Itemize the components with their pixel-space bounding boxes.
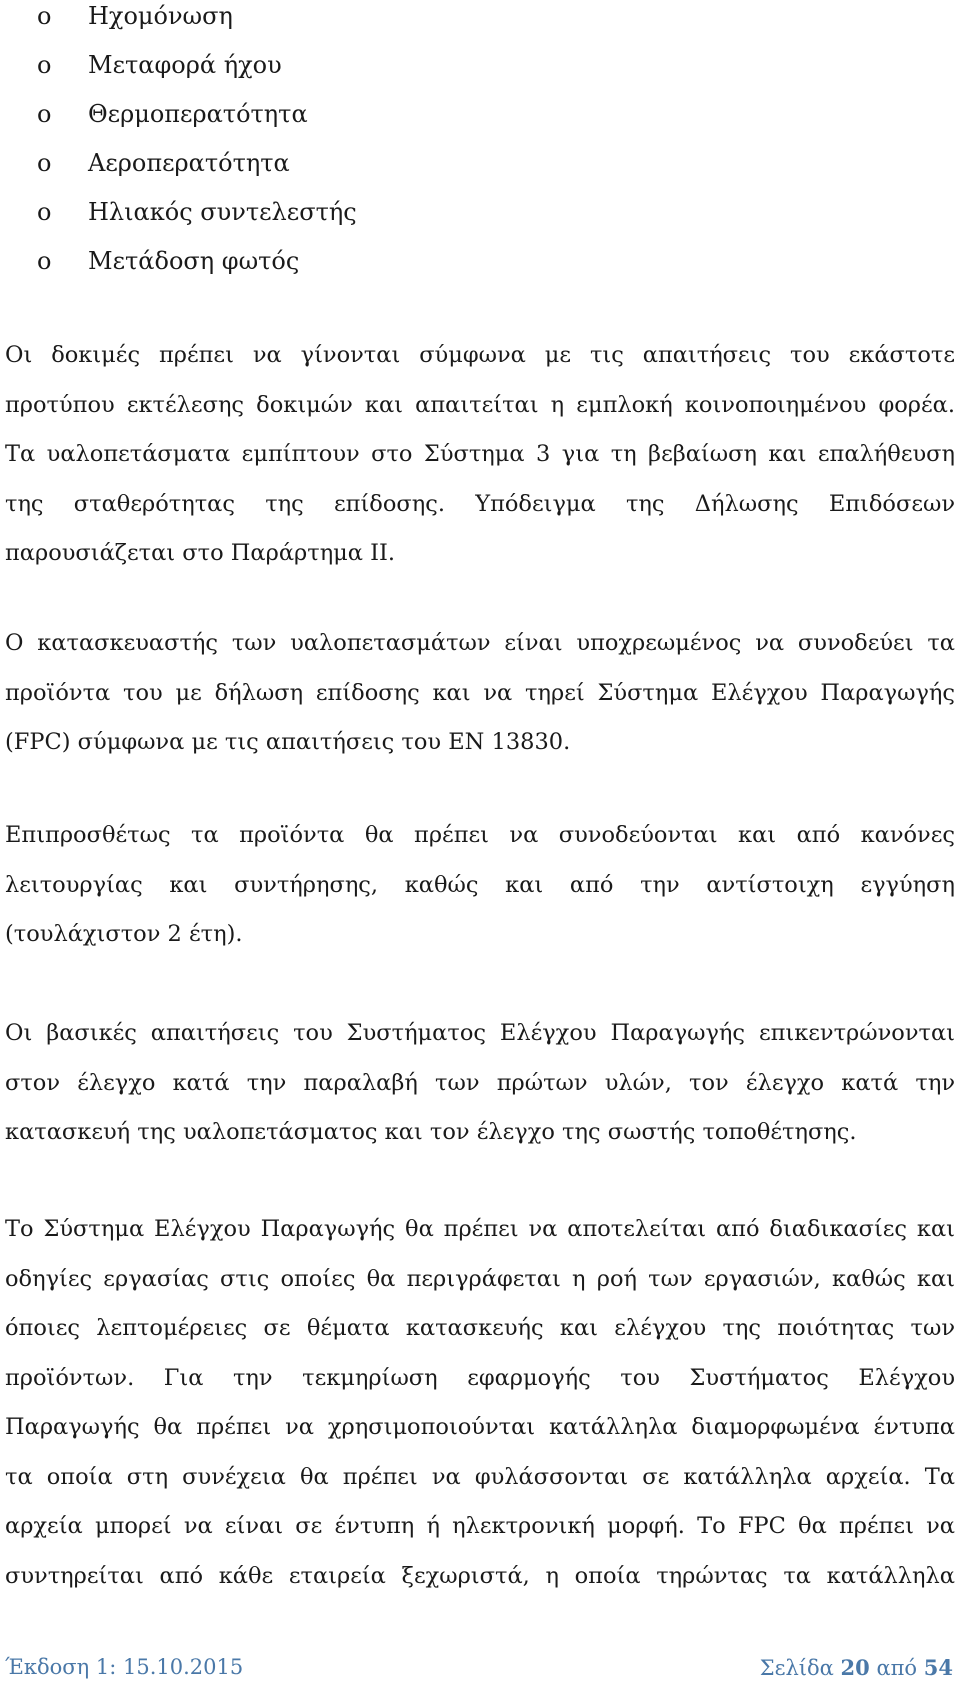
total-pages: 54 xyxy=(923,1655,953,1680)
paragraph-testing xyxy=(5,331,955,579)
paragraph-line: (FPC) σύμφωνα με τις απαιτήσεις του ΕΝ 13830. xyxy=(5,729,571,755)
page-prefix: Σελίδα xyxy=(759,1656,834,1680)
paragraph-manufacturer xyxy=(5,619,955,768)
paragraph-line: στον έλεγχο κατά την παραλαβή των πρώτων υλών, τον έλεγχο κατά την xyxy=(5,1069,955,1096)
list-item-text: Μετάδοση φωτός xyxy=(88,247,300,275)
paragraph-line: (τουλάχιστον 2 έτη). xyxy=(5,921,243,947)
list-item-text: Ηλιακός συντελεστής xyxy=(88,198,357,226)
list-item xyxy=(5,188,357,237)
paragraph-line: αρχεία μπορεί να είναι σε έντυπη ή ηλεκτρονική μορφή. Το FPC θα πρέπει να xyxy=(5,1513,955,1539)
paragraph-line: λειτουργίας και συντήρησης, καθώς και από την αντίστοιχη εγγύηση xyxy=(5,871,955,898)
bullet-marker: o xyxy=(37,149,52,177)
paragraph-line: προϊόντων. Για την τεκμηρίωση εφαρμογής του Συστήματος Ελέγχου xyxy=(5,1364,955,1391)
list-item xyxy=(5,0,357,41)
bullet-list xyxy=(5,0,357,286)
paragraph-line: Το Σύστημα Ελέγχου Παραγωγής θα πρέπει να αποτελείται από διαδικασίες και xyxy=(5,1216,955,1242)
paragraph-line: τα οποία στη συνέχεια θα πρέπει να φυλάσσονται σε κατάλληλα αρχεία. Τα xyxy=(5,1463,955,1490)
list-item-text: Θερμοπερατότητα xyxy=(88,100,308,128)
bullet-marker: o xyxy=(37,247,52,275)
paragraph-line: συντηρείται από κάθε εταιρεία ξεχωριστά, η οποία τηρώντας τα κατάλληλα xyxy=(5,1562,955,1589)
bullet-marker: o xyxy=(37,198,52,226)
list-item xyxy=(5,90,357,139)
paragraph-line: κατασκευή της υαλοπετάσματος και τον έλεγχο της σωστής τοποθέτησης. xyxy=(5,1119,857,1145)
list-item xyxy=(5,237,357,286)
paragraph-line: οδηγίες εργασίας στις οποίες θα περιγράφεται η ροή των εργασιών, καθώς και xyxy=(5,1265,955,1292)
paragraph-line: της σταθερότητας της επίδοσης. Υπόδειγμα της Δήλωσης Επιδόσεων xyxy=(5,490,955,517)
page-number-label xyxy=(760,1655,953,1680)
paragraph-fpc-requirements xyxy=(5,1009,955,1158)
list-item-text: Μεταφορά ήχου xyxy=(88,51,282,79)
paragraph-line: παρουσιάζεται στο Παράρτημα ΙΙ. xyxy=(5,540,396,566)
page-middle: από xyxy=(876,1656,918,1680)
paragraph-line: Ο κατασκευαστής των υαλοπετασμάτων είναι υποχρεωμένος να συνοδεύει τα xyxy=(5,630,955,656)
paragraph-line: όποιες λεπτομέρειες σε θέματα κατασκευής και ελέγχου της ποιότητας των xyxy=(5,1315,955,1341)
list-item xyxy=(5,139,357,188)
paragraph-line: Επιπροσθέτως τα προϊόντα θα πρέπει να συνοδεύονται και από κανόνες xyxy=(5,822,955,848)
list-item-text: Ηχομόνωση xyxy=(88,2,233,30)
bullet-marker: o xyxy=(37,100,52,128)
paragraph-line: προτύπου εκτέλεσης δοκιμών και απαιτείται η εμπλοκή κοινοποιημένου φορέα. xyxy=(5,391,955,418)
paragraph-line: Οι βασικές απαιτήσεις του Συστήματος Ελέγχου Παραγωγής επικεντρώνονται xyxy=(5,1020,955,1046)
list-item xyxy=(5,41,357,90)
paragraph-warranty xyxy=(5,811,955,960)
paragraph-fpc-system xyxy=(5,1205,955,1601)
page-footer xyxy=(5,1655,955,1685)
paragraph-line: προϊόντα του με δήλωση επίδοσης και να τηρεί Σύστημα Ελέγχου Παραγωγής xyxy=(5,679,955,706)
bullet-marker: o xyxy=(37,51,52,79)
paragraph-line: Παραγωγής θα πρέπει να χρησιμοποιούνται κατάλληλα διαμορφωμένα έντυπα xyxy=(5,1414,955,1440)
current-page: 20 xyxy=(840,1655,870,1680)
paragraph-line: Τα υαλοπετάσματα εμπίπτουν στο Σύστημα 3 για τη βεβαίωση και επαλήθευση xyxy=(5,441,955,467)
paragraph-line: Οι δοκιμές πρέπει να γίνονται σύμφωνα με τις απαιτήσεις του εκάστοτε xyxy=(5,342,955,368)
bullet-marker: o xyxy=(37,2,52,30)
edition-label: Έκδοση 1: 15.10.2015 xyxy=(5,1655,244,1679)
list-item-text: Αεροπερατότητα xyxy=(88,149,290,177)
